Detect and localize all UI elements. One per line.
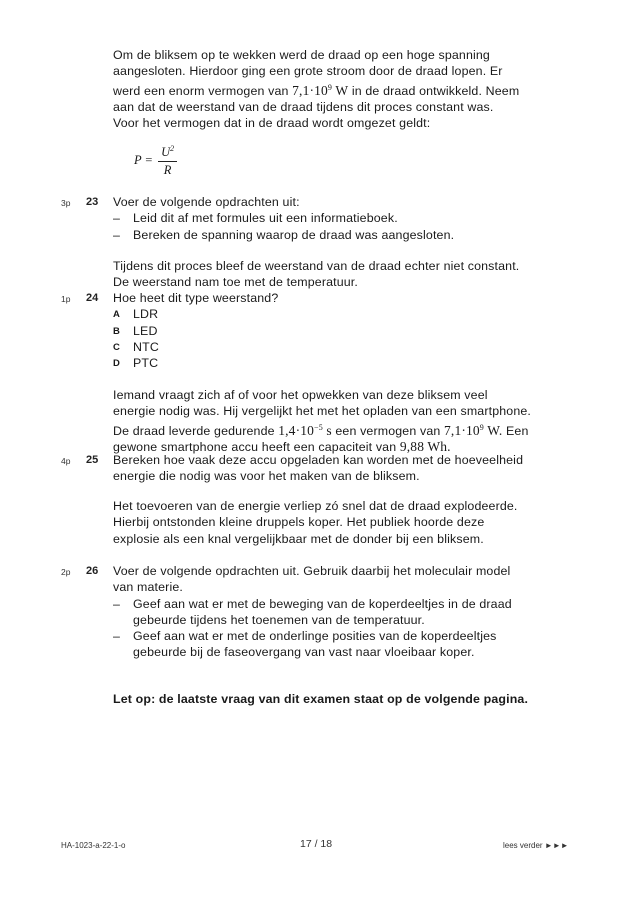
exam-code: HA-1023-a-22-1-o — [61, 841, 126, 850]
q23-item: – Leid dit af met formules uit een informatieboek. — [113, 211, 398, 226]
q26-item-cont: gebeurde bij de faseovergang van vast naar vloeibaar koper. — [133, 645, 475, 660]
q24-question: Hoe heet dit type weerstand? — [113, 291, 279, 305]
q23-item: – Bereken de spanning waarop de draad was aangesloten. — [113, 227, 455, 242]
intro-line: aan dat de weerstand van de draad tijdens dit proces constant was. — [113, 99, 494, 114]
power-value: $7,1\cdot 10^9$ W — [292, 82, 349, 98]
intro-line: werd een enorm vermogen van $7,1\cdot 10^9$ W in de draad ontwikkeld. Neem — [113, 82, 520, 98]
intro-line: Voor het vermogen dat in de draad wordt omgezet geldt: — [113, 116, 431, 131]
q23-lead: Voer de volgende opdrachten uit: — [113, 195, 300, 209]
intro-line: aangesloten. Hierdoor ging een grote stroom door de draad lopen. Er — [113, 64, 503, 79]
q24-points: 1p — [61, 294, 71, 304]
q26-item: – Geef aan wat er met de onderlinge posities van de koperdeeltjes — [113, 629, 497, 644]
power-value: $7,1\cdot 10^9$ W. — [444, 422, 503, 438]
q25-number: 25 — [86, 454, 99, 466]
answer-option-d[interactable]: D PTC — [113, 356, 159, 371]
last-question-notice: Let op: de laatste vraag van dit examen staat op de volgende pagina. — [113, 692, 529, 706]
intro-line: Om de bliksem op te wekken werd de draad op een hoge spanning — [113, 48, 490, 62]
q24-body — [113, 290, 573, 371]
q25-points: 4p — [61, 456, 71, 466]
page-number: 17 / 18 — [300, 838, 333, 850]
q23-points: 3p — [61, 198, 71, 208]
capacity-value: 9,88 Wh. — [399, 438, 451, 454]
q26-item-cont: gebeurde tijdens het toenemen van de temperatuur. — [133, 612, 425, 627]
formula-denominator: R — [163, 163, 172, 177]
answer-option-b[interactable]: B LED — [113, 323, 158, 338]
context-resistance: Tijdens dit proces bleef de weerstand van de draad echter niet constant. De weerstand nam toe met de temperatuur. — [113, 259, 520, 290]
context-smartphone: Iemand vraagt zich af of voor het opwekken van deze bliksem veel energie nodig was. Hij vergelijkt het met het opladen van een smartphone. De draad leverde gedurende $1,4\cdot 10^{-5}$ s een vermogen van $7,1\cdot 10^9$ W. Een gewone smartphone accu heeft een capaciteit van 9,88 Wh. — [113, 388, 532, 454]
intro-paragraph — [113, 47, 573, 131]
duration-value: $1,4\cdot 10^{-5}$ s — [278, 422, 332, 438]
q26-item: – Geef aan wat er met de beweging van de koperdeeltjes in de draad — [113, 596, 512, 611]
answer-option-c[interactable]: C NTC — [113, 339, 159, 354]
q26-body: Voer de volgende opdrachten uit. Gebruik daarbij het moleculair model van materie. – Geef aan wat er met de beweging van de koperdeeltjes in de draad gebeurde tijdens het toenemen van de temperatuur. – Geef aan wat er met de onderlinge posities van de koperdeeltjes gebeurde bij de faseovergang van vast naar vloeibaar koper. — [113, 563, 573, 661]
next-page-link[interactable]: lees verder ►►► — [503, 841, 569, 850]
q23-body — [113, 194, 573, 243]
q26-points: 2p — [61, 567, 71, 577]
answer-option-a[interactable]: A LDR — [113, 307, 159, 322]
q26-number: 26 — [86, 565, 99, 577]
formula-numerator: $U^2$ — [158, 144, 177, 162]
q25-body: Bereken hoe vaak deze accu opgeladen kan worden met de hoeveelheid energie die nodig was voor het maken van de bliksem. — [113, 453, 524, 484]
formula-fraction — [158, 144, 177, 178]
q24-number: 24 — [86, 292, 99, 304]
q23-number: 23 — [86, 196, 99, 208]
context-explosion: Het toevoeren van de energie verliep zó snel dat de draad explodeerde. Hierbij ontstonden kleine druppels koper. Het publiek hoorde deze explosie als een knal vergelijkbaar met de donder bij een bliksem. — [113, 499, 518, 546]
power-formula: P = $\frac{U^2}{R}$ — [134, 144, 177, 178]
